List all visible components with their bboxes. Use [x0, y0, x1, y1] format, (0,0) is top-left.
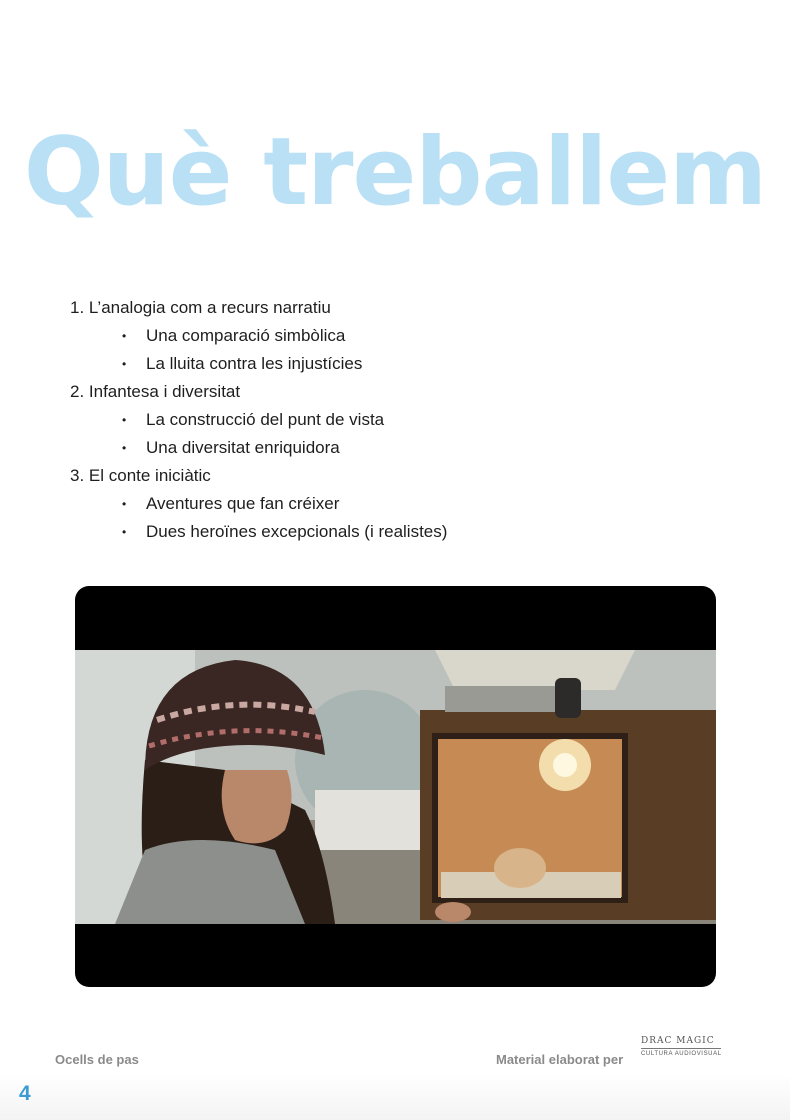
logo-top-text: DRAC MAGIC — [641, 1036, 715, 1046]
page-number: 4 — [19, 1082, 31, 1105]
film-still — [75, 586, 716, 987]
logo-bottom-text: CULTURA AUDIOVISUAL — [641, 1051, 722, 1057]
contents-list — [70, 296, 447, 548]
section-2: 2. Infantesa i diversitat — [70, 382, 241, 401]
section-1-item: • La lluita contra les injustícies — [70, 352, 447, 380]
logo-divider — [641, 1048, 721, 1049]
section-1: 1. L’analogia com a recurs narratiu — [70, 298, 331, 317]
page-bottom-band — [0, 1075, 790, 1120]
film-still-illustration — [75, 650, 716, 924]
section-3-item: • Aventures que fan créixer — [70, 492, 447, 520]
section-1-item: • Una comparació simbòlica — [70, 324, 447, 352]
page-title: Què treballem — [23, 118, 767, 227]
section-3-item: • Dues heroïnes excepcionals (i realistes) — [70, 520, 447, 548]
footer-film-title: Ocells de pas — [55, 1052, 139, 1067]
section-3: 3. El conte iniciàtic — [70, 466, 211, 485]
section-2-item: • La construcció del punt de vista — [70, 408, 447, 436]
drac-magic-logo — [641, 1036, 725, 1070]
footer-credit: Material elaborat per — [496, 1052, 624, 1067]
film-still-scene — [75, 650, 716, 924]
section-2-item: • Una diversitat enriquidora — [70, 436, 447, 464]
